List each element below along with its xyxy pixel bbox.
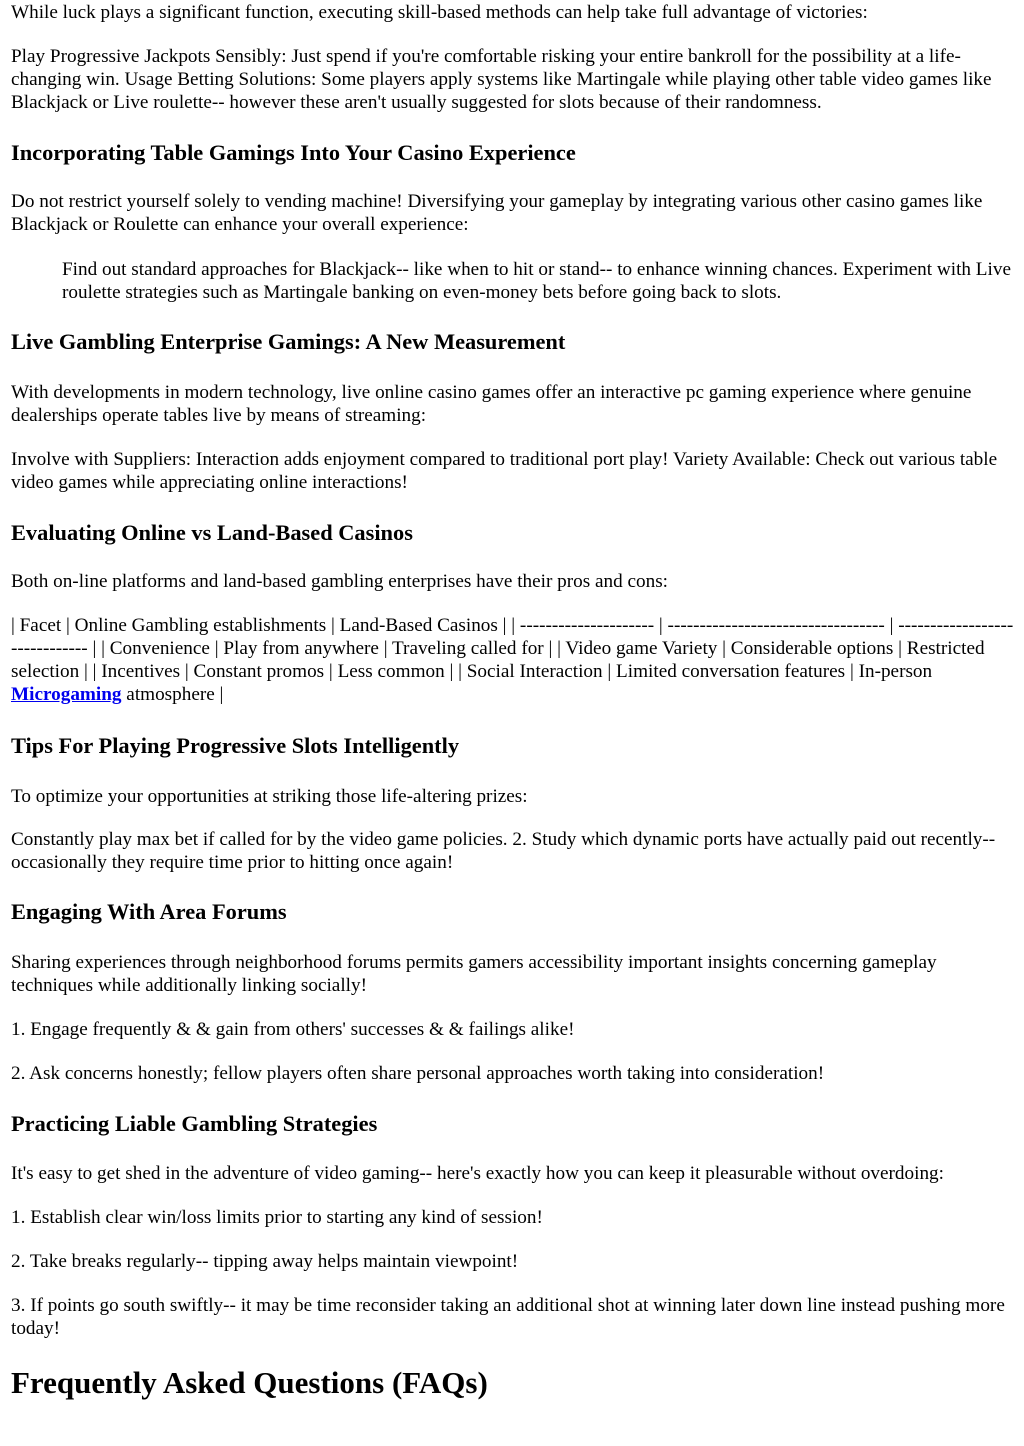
liable-item-1: 1. Establish clear win/loss limits prior to starting any kind of session! (11, 1207, 543, 1228)
forums-heading: Engaging With Area Forums (11, 899, 287, 924)
tips-heading: Tips For Playing Progressive Slots Intelligently (11, 733, 460, 758)
comparison-table-text (11, 614, 1017, 706)
liable-paragraph: It's easy to get shed in the adventure of video gaming-- here's exactly how you can keep it pleasurable without overdoing: (11, 1163, 944, 1184)
evaluating-paragraph: Both on-line platforms and land-based gambling enterprises have their pros and cons: (11, 571, 669, 592)
live-casino-heading: Live Gambling Enterprise Gamings: A New Measurement (11, 329, 566, 354)
tips-list-paragraph: Constantly play max bet if called for by the video game policies. 2. Study which dynamic ports have actually paid out recently-- occasionally they require time prior to hitting once again! (11, 829, 996, 873)
microgaming-link[interactable]: Microgaming (11, 684, 122, 705)
jackpots-paragraph: Play Progressive Jackpots Sensibly: Just spend if you're comfortable risking your entire bankroll for the possibility at a life-changing win. Usage Betting Solutions: Some players apply systems like Martingale while playing other table video games like Blackjack or Live roulette-- however these aren't usually suggested for slots because of their randomness. (11, 46, 992, 113)
forums-item-2: 2. Ask concerns honestly; fellow players often share personal approaches worth taking into consideration! (11, 1063, 825, 1084)
faq-heading: Frequently Asked Questions (FAQs) (11, 1365, 488, 1400)
table-text-after-link: atmosphere | (121, 684, 224, 705)
forums-paragraph: Sharing experiences through neighborhood forums permits gamers accessibility important insights concerning gameplay techniques while additionally linking socially! (11, 952, 937, 996)
liable-heading: Practicing Liable Gambling Strategies (11, 1111, 378, 1136)
table-games-paragraph: Do not restrict yourself solely to vending machine! Diversifying your gameplay by integrating various other casino games like Blackjack or Roulette can enhance your overall experience: (11, 191, 983, 235)
live-casino-paragraph: With developments in modern technology, live online casino games offer an interactive pc gaming experience where genuine dealerships operate tables live by means of streaming: (11, 382, 972, 426)
liable-item-3: 3. If points go south swiftly-- it may be time reconsider taking an additional shot at winning later down line instead pushing more today! (11, 1295, 1005, 1339)
tips-paragraph: To optimize your opportunities at striking those life-altering prizes: (11, 786, 528, 807)
table-text-before-link: | Facet | Online Gambling establishments | Land-Based Casinos | | --------------------- | ---------------------------------- | ------------------------------ | | Convenience | Play from anywhere | Traveling called for | | Video game Variety | Considerable options | Restricted selection | | Incentives | Constant promos | Less common | | Social Interaction | Limited conversation features | In-person (11, 615, 1014, 682)
intro-paragraph: While luck plays a significant function, executing skill-based methods can help take full advantage of victories: (11, 2, 868, 23)
blackjack-blockquote: Find out standard approaches for Blackjack-- like when to hit or stand-- to enhance winning chances. Experiment with Live roulette strategies such as Martingale banking on even-money bets before going back to slots. (62, 259, 1011, 303)
table-games-heading: Incorporating Table Gamings Into Your Casino Experience (11, 140, 576, 165)
evaluating-heading: Evaluating Online vs Land-Based Casinos (11, 520, 413, 545)
liable-item-2: 2. Take breaks regularly-- tipping away helps maintain viewpoint! (11, 1251, 519, 1272)
involve-paragraph: Involve with Suppliers: Interaction adds enjoyment compared to traditional port play! Variety Available: Check out various table video games while appreciating online interactions! (11, 449, 998, 493)
forums-item-1: 1. Engage frequently & & gain from others' successes & & failings alike! (11, 1019, 575, 1040)
